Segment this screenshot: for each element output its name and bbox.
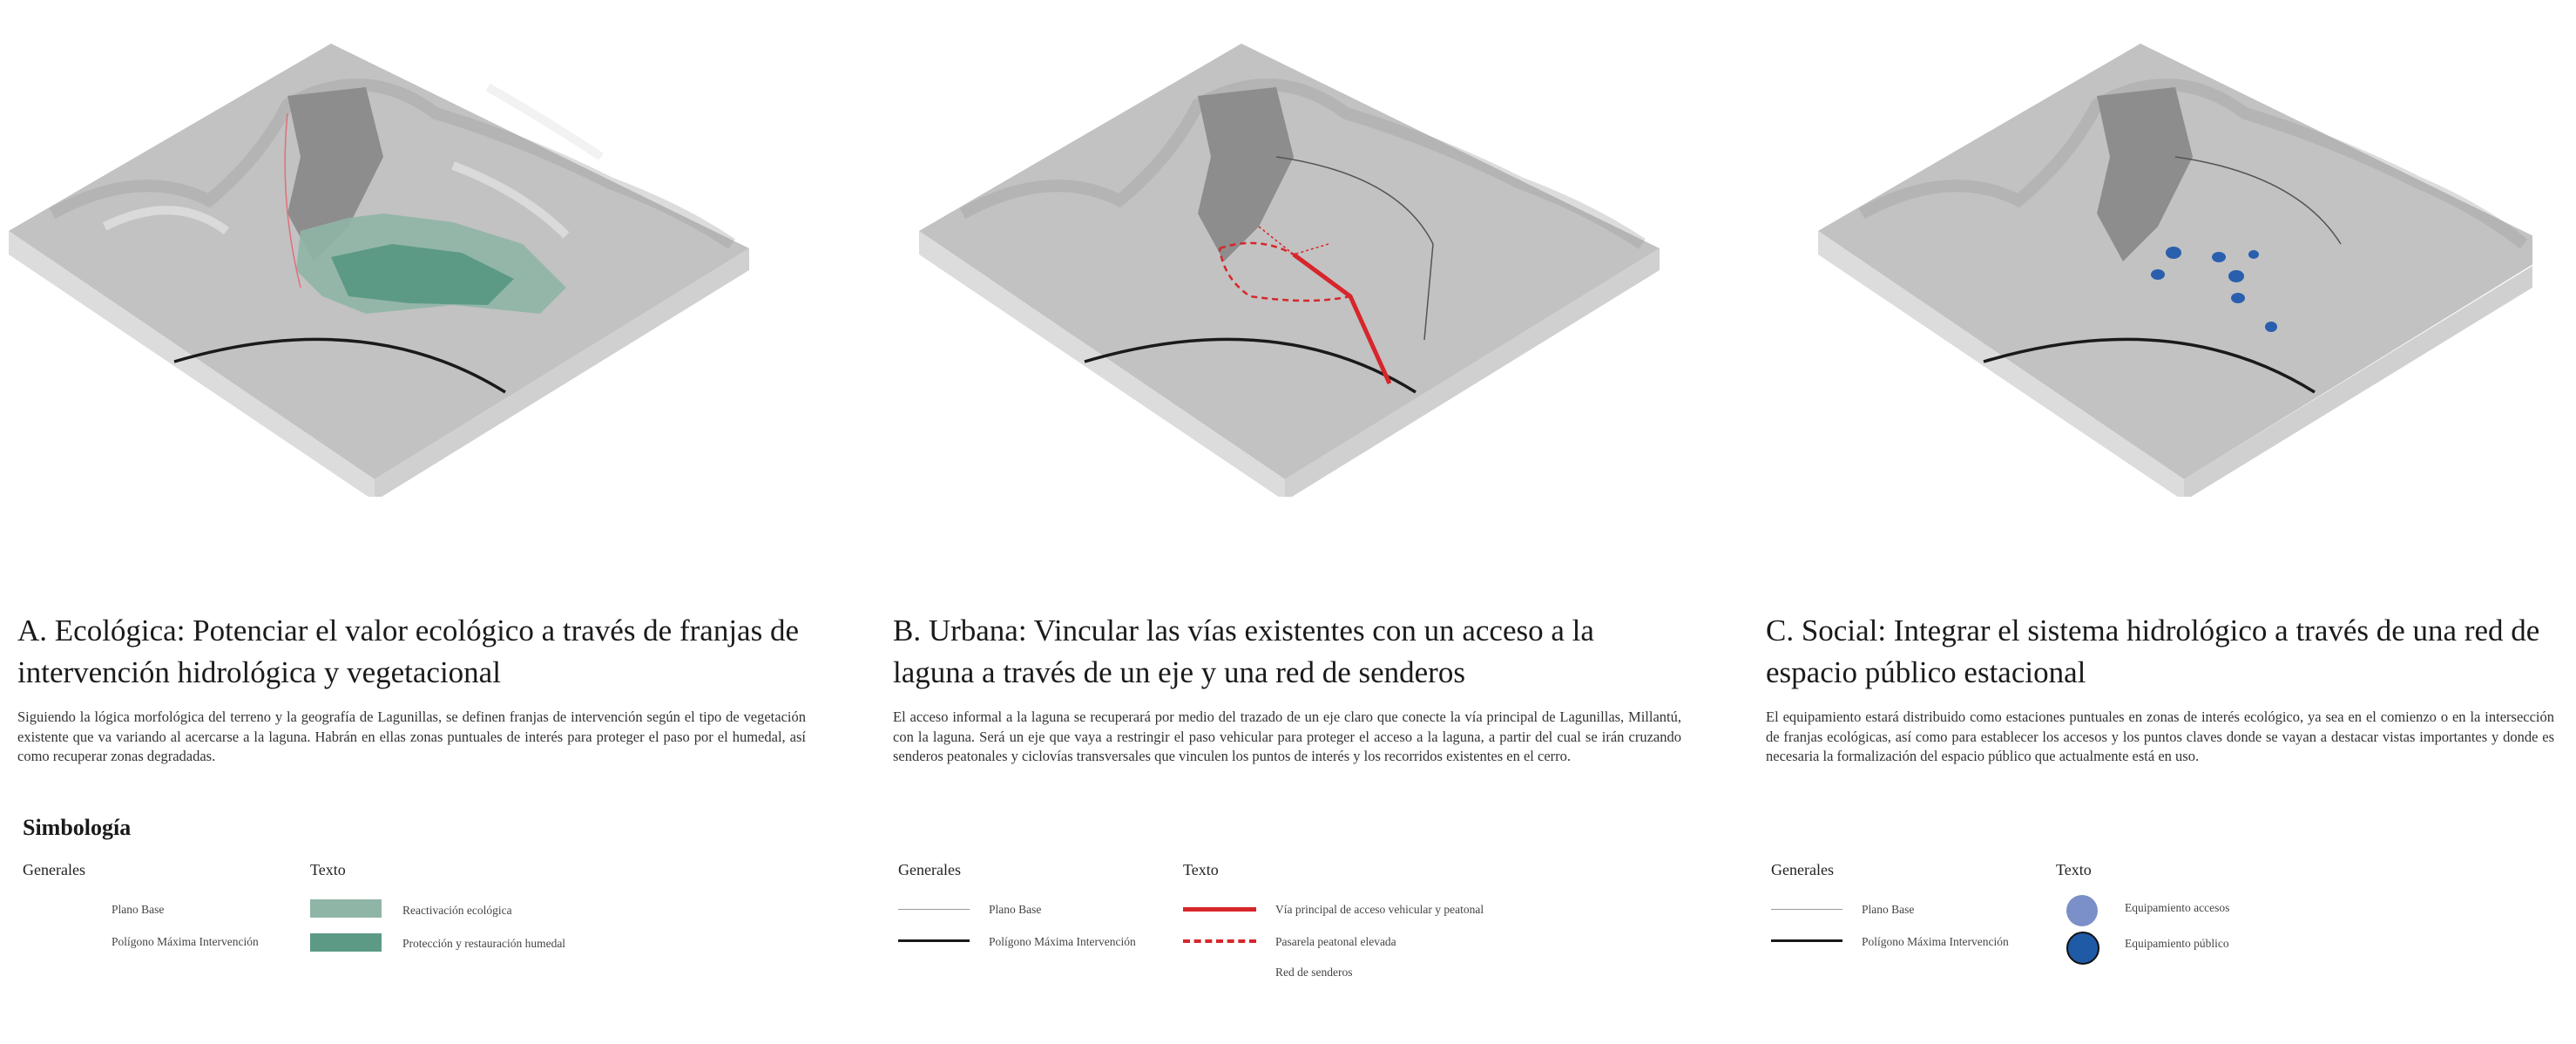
poligono-line-swatch (898, 939, 970, 942)
legend-generales-heading: Generales (898, 861, 961, 878)
legend-generales-heading: Generales (23, 861, 85, 878)
equip-accesos-swatch (2066, 895, 2098, 926)
legend-poligono-label: Polígono Máxima Intervención (112, 935, 259, 948)
equipamiento-point (2212, 252, 2226, 262)
legend-poligono-label: Polígono Máxima Intervención (1862, 935, 2009, 948)
panel-ecologica (0, 0, 836, 1044)
equipamiento-point (2151, 269, 2165, 280)
legend-plano-base-label: Plano Base (989, 903, 1042, 916)
panel-urbana (876, 0, 1712, 1044)
equipamiento-point (2166, 247, 2181, 259)
terrain-model-social (1748, 26, 2532, 497)
plano-base-line-swatch (1771, 909, 1842, 910)
legend-texto-heading: Texto (1183, 861, 1219, 878)
equipamiento-point (2248, 250, 2259, 259)
panel-social (1748, 0, 2576, 1044)
equipamiento-point (2231, 293, 2245, 303)
legend-equip-accesos-label: Equipamiento accesos (2125, 901, 2230, 914)
legend-equip-publico-label: Equipamiento público (2125, 937, 2229, 950)
legend-senderos-label: Red de senderos (1275, 966, 1353, 979)
equipamiento-point (2228, 270, 2244, 282)
terrain-model-urbana (876, 26, 1660, 497)
poligono-line-swatch (1771, 939, 1842, 942)
legend-texto-heading: Texto (310, 861, 346, 878)
legend-reactivacion-label: Reactivación ecológica (402, 904, 512, 917)
legend-pasarela-label: Pasarela peatonal elevada (1275, 935, 1396, 948)
plano-base-line-swatch (898, 909, 970, 910)
legend-texto-heading: Texto (2056, 861, 2092, 878)
panel-title: A. Ecológica: Potenciar el valor ecológico a través de franjas de intervención hidrológica y vegetacional (17, 614, 799, 689)
humedal-swatch (310, 933, 382, 952)
legend-plano-base-label: Plano Base (1862, 903, 1915, 916)
symbology-heading: Simbología (23, 815, 132, 840)
legend-generales-heading: Generales (1771, 861, 1834, 878)
panel-title: B. Urbana: Vincular las vías existentes con un acceso a la laguna a través de un eje y una red de senderos (893, 614, 1594, 689)
legend-via-principal-label: Vía principal de acceso vehicular y peatonal (1275, 903, 1484, 916)
terrain-model-ecologica (0, 26, 784, 497)
panel-title: C. Social: Integrar el sistema hidrológico a través de una red de espacio público estacional (1766, 614, 2540, 689)
pasarela-swatch (1183, 939, 1256, 943)
equip-publico-swatch (2066, 932, 2099, 965)
panel-description: El acceso informal a la laguna se recuperará por medio del trazado de un eje claro que conecte la vía principal de Lagunillas, Millantú, con la laguna. Será un eje que vaya a restringir el paso vehicular para proteger el acceso a la laguna, a partir del cual se irán cruzando senderos peatonales y ciclovías transversales que vinculen los puntos de interés y los recorridos existentes en el cerro. (893, 708, 1681, 764)
via-principal-swatch (1183, 907, 1256, 912)
legend-humedal-label: Protección y restauración humedal (402, 937, 566, 950)
legend-plano-base-label: Plano Base (112, 903, 165, 916)
reactivacion-swatch (310, 899, 382, 918)
equipamiento-point (2265, 322, 2277, 332)
panel-description: El equipamiento estará distribuido como estaciones puntuales en zonas de interés ecológico, ya sea en el comienzo o en la intersección de franjas ecológicas, así como para establecer los accesos y los puntos claves donde se vayan a destacar vistas importantes y donde es necesaria la formalización del espacio público que actualmente está en uso. (1766, 708, 2554, 764)
panel-description: Siguiendo la lógica morfológica del terreno y la geografía de Lagunillas, se definen franjas de intervención según el tipo de vegetación existente que va variando al acercarse a la laguna. Habrán en ellas zonas puntuales de interés para proteger el paso por el humedal, así como recuperar zonas degradadas. (17, 708, 806, 764)
terrain-top (919, 44, 1660, 479)
legend-poligono-label: Polígono Máxima Intervención (989, 935, 1136, 948)
